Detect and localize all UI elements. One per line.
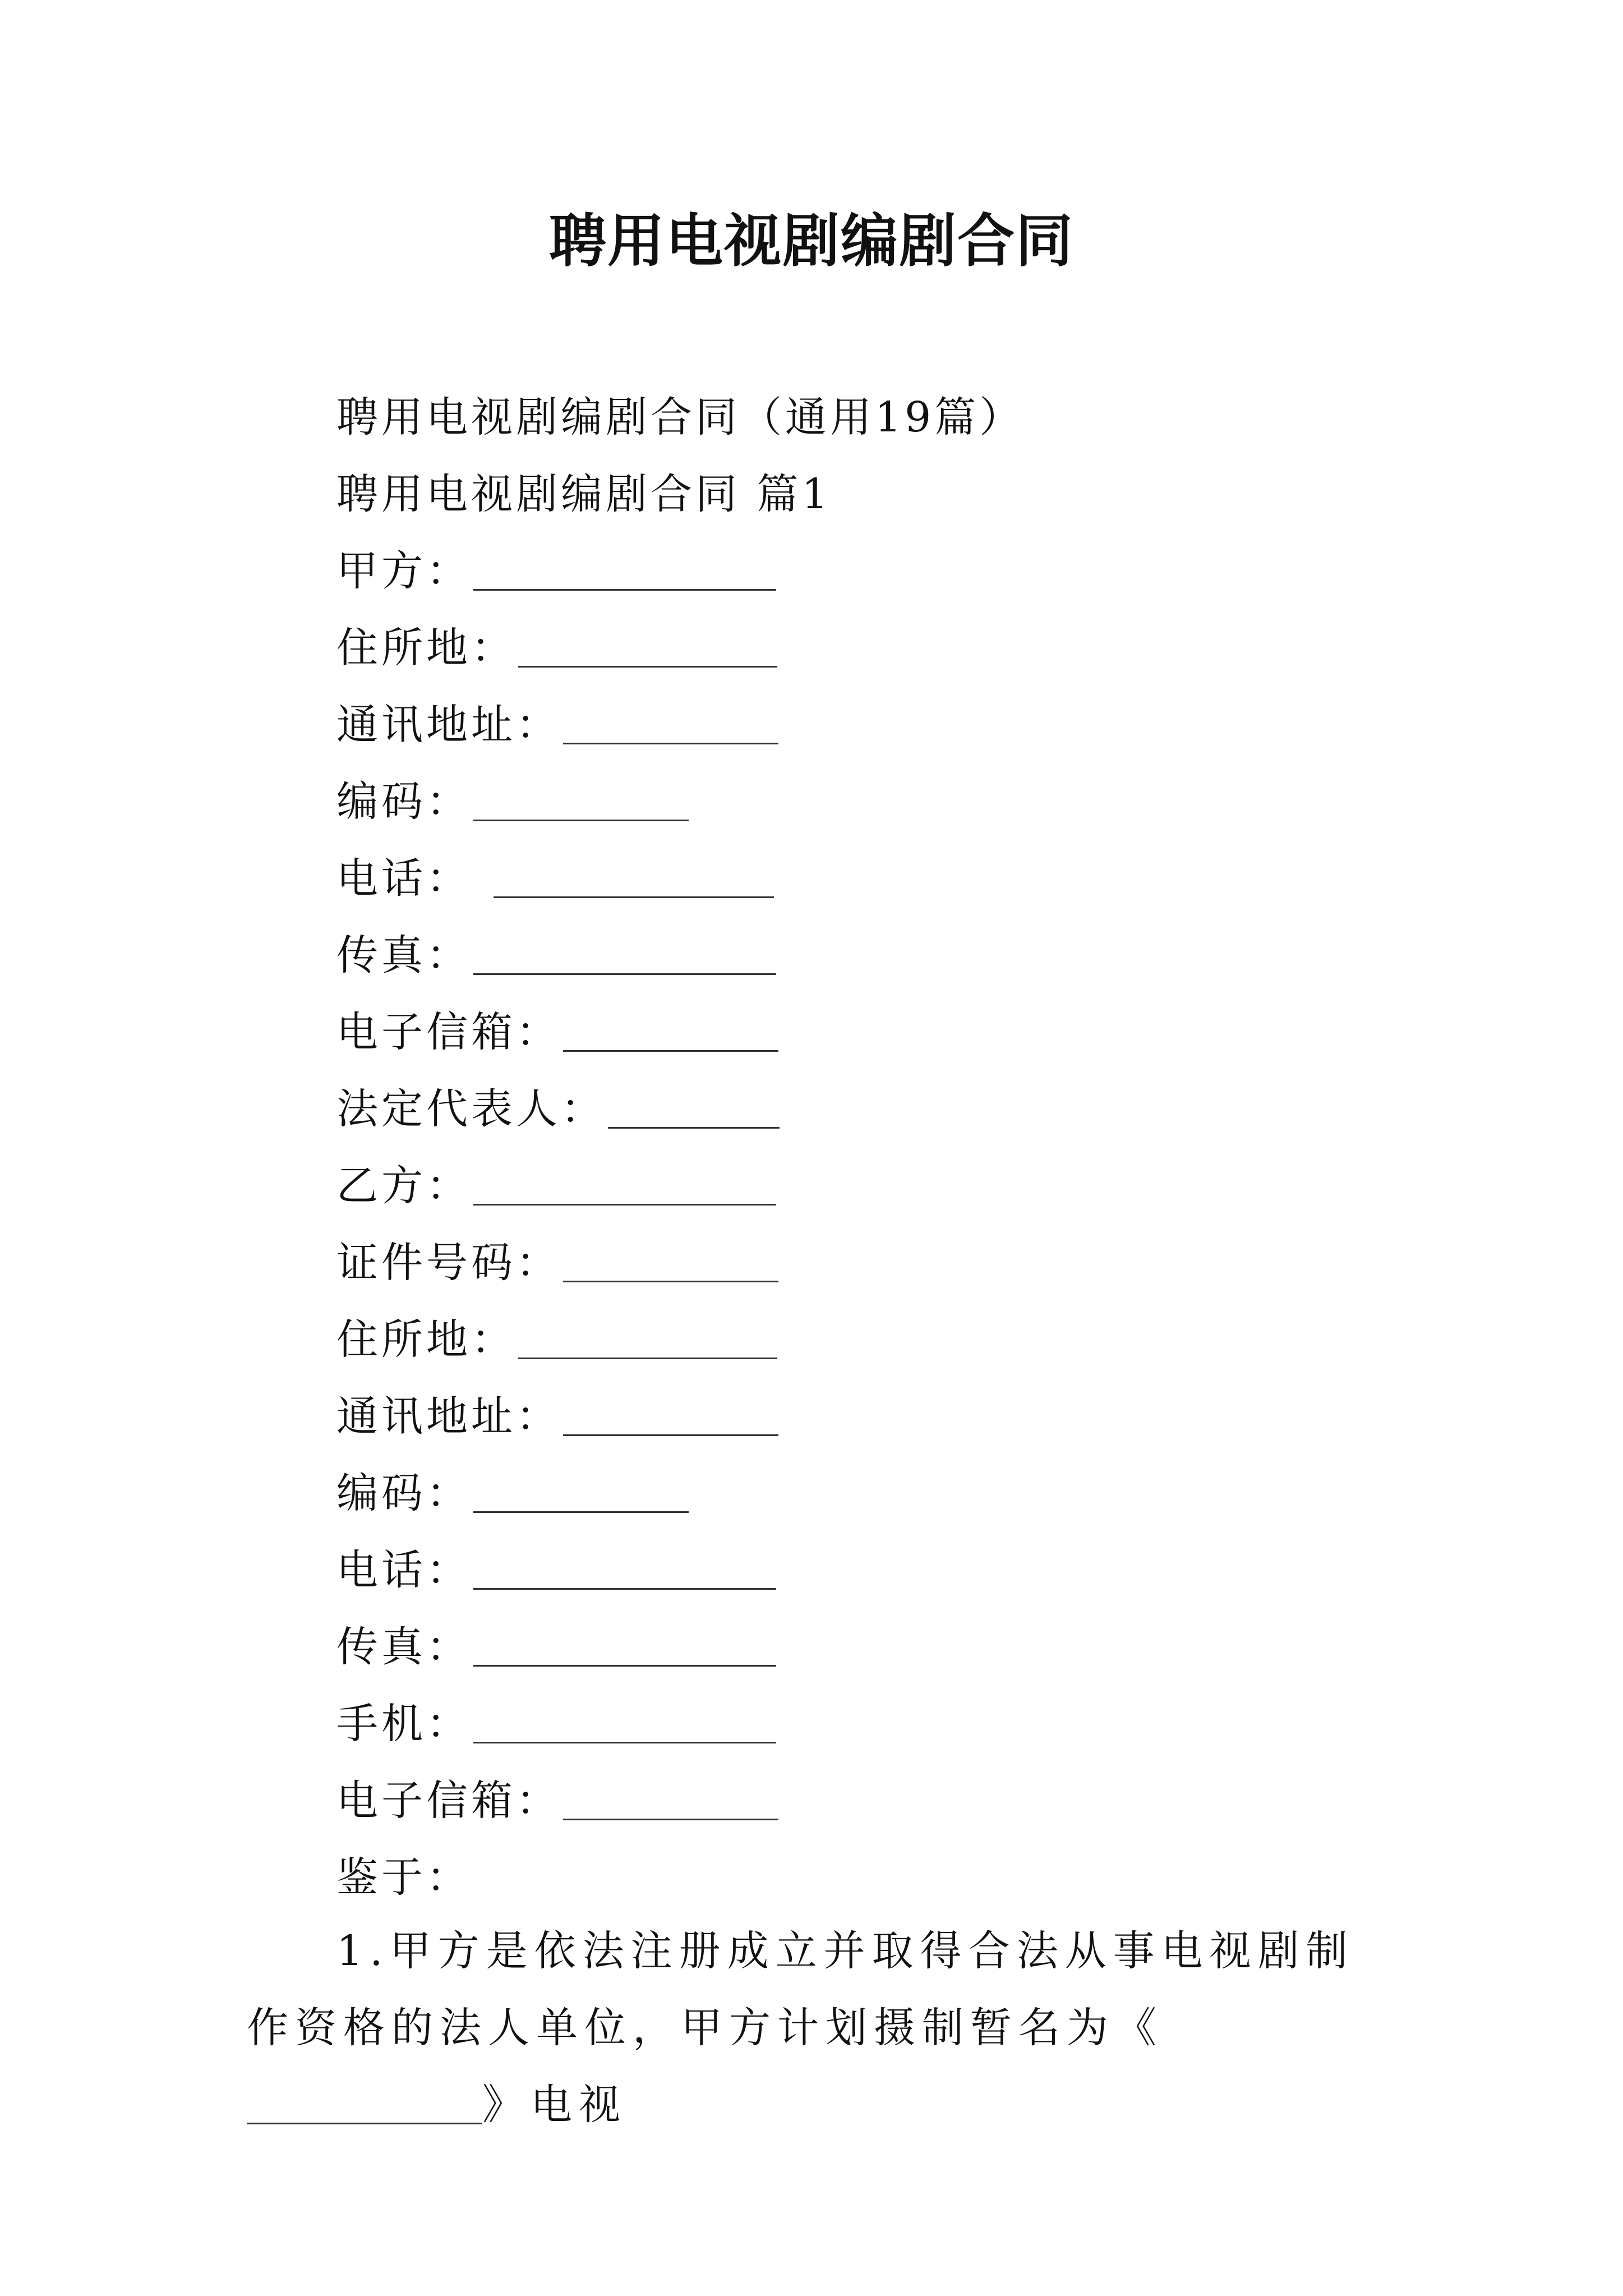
party-b-id-blank[interactable] bbox=[563, 1225, 778, 1282]
party-b-mobile-label: 手机： bbox=[336, 1700, 471, 1748]
party-a-address-label: 通讯地址： bbox=[336, 701, 561, 749]
party-a-email-blank[interactable] bbox=[563, 994, 778, 1052]
party-b-address-blank[interactable] bbox=[563, 1378, 778, 1436]
party-a-postcode-label: 编码： bbox=[336, 777, 471, 826]
party-a-postcode-line bbox=[336, 763, 1402, 840]
drama-title-blank[interactable] bbox=[247, 2067, 482, 2124]
party-b-phone-line bbox=[336, 1532, 1402, 1609]
party-b-mobile-line bbox=[336, 1686, 1402, 1763]
party-a-legal-rep-blank[interactable] bbox=[608, 1071, 780, 1129]
party-b-line bbox=[336, 1148, 1402, 1225]
party-a-email-label: 电子信箱： bbox=[336, 1008, 561, 1056]
party-a-fax-label: 传真： bbox=[336, 931, 471, 979]
subtitle-line bbox=[336, 379, 1402, 456]
party-b-mobile-blank[interactable] bbox=[473, 1686, 776, 1743]
whereas-label: 鉴于： bbox=[336, 1853, 471, 1902]
party-b-residence-label: 住所地： bbox=[336, 1315, 516, 1364]
subtitle: 聘用电视剧编剧合同（通用19篇） bbox=[336, 393, 1025, 441]
party-a-email-line bbox=[336, 994, 1402, 1071]
party-b-residence-line bbox=[336, 1301, 1402, 1378]
party-b-blank[interactable] bbox=[473, 1148, 776, 1205]
party-b-postcode-blank[interactable] bbox=[473, 1455, 689, 1513]
section-heading: 聘用电视剧编剧合同 篇1 bbox=[336, 470, 832, 518]
party-b-email-line bbox=[336, 1763, 1402, 1839]
party-a-legal-rep-line bbox=[336, 1071, 1402, 1148]
party-b-address-line bbox=[336, 1378, 1402, 1455]
party-a-phone-blank[interactable] bbox=[494, 840, 774, 898]
party-b-phone-label: 电话： bbox=[336, 1546, 471, 1594]
party-a-label: 甲方： bbox=[336, 547, 471, 595]
party-b-email-blank[interactable] bbox=[563, 1763, 778, 1820]
party-a-residence-blank[interactable] bbox=[518, 610, 777, 668]
party-a-legal-rep-label: 法定代表人： bbox=[336, 1085, 606, 1133]
party-a-residence-label: 住所地： bbox=[336, 624, 516, 672]
party-b-label: 乙方： bbox=[336, 1162, 471, 1210]
party-b-fax-blank[interactable] bbox=[473, 1609, 776, 1667]
party-a-fax-line bbox=[336, 917, 1402, 994]
clause-1-text-part2: 》电视 bbox=[482, 2081, 627, 2129]
party-b-fax-line bbox=[336, 1609, 1402, 1686]
party-a-fax-blank[interactable] bbox=[473, 917, 776, 975]
party-a-postcode-blank[interactable] bbox=[473, 763, 689, 821]
party-a-residence-line bbox=[336, 610, 1402, 687]
party-b-email-label: 电子信箱： bbox=[336, 1777, 561, 1825]
party-b-residence-blank[interactable] bbox=[518, 1301, 777, 1359]
party-a-address-line bbox=[336, 687, 1402, 763]
party-b-postcode-line bbox=[336, 1455, 1402, 1532]
document-title: 聘用电视剧编剧合同 bbox=[549, 208, 1074, 275]
section-heading-line bbox=[336, 456, 1402, 533]
clause-1-text-part1: 1.甲方是依法注册成立并取得合法从事电视剧制作资格的法人单位，甲方计划摄制暂名为《 bbox=[247, 1927, 1354, 2052]
party-a-address-blank[interactable] bbox=[563, 687, 778, 744]
party-b-phone-blank[interactable] bbox=[473, 1532, 776, 1590]
contract-header-lines bbox=[336, 379, 1402, 1916]
party-b-id-line bbox=[336, 1225, 1402, 1301]
whereas-line bbox=[336, 1839, 1402, 1916]
party-a-phone-label: 电话： bbox=[336, 854, 471, 903]
party-b-id-label: 证件号码： bbox=[336, 1239, 561, 1287]
party-a-phone-line bbox=[336, 840, 1402, 917]
party-b-fax-label: 传真： bbox=[336, 1623, 471, 1671]
party-b-postcode-label: 编码： bbox=[336, 1469, 471, 1517]
party-a-line bbox=[336, 533, 1402, 610]
clause-1-paragraph bbox=[247, 1913, 1391, 2143]
party-b-address-label: 通讯地址： bbox=[336, 1392, 561, 1441]
party-a-blank[interactable] bbox=[473, 533, 776, 591]
